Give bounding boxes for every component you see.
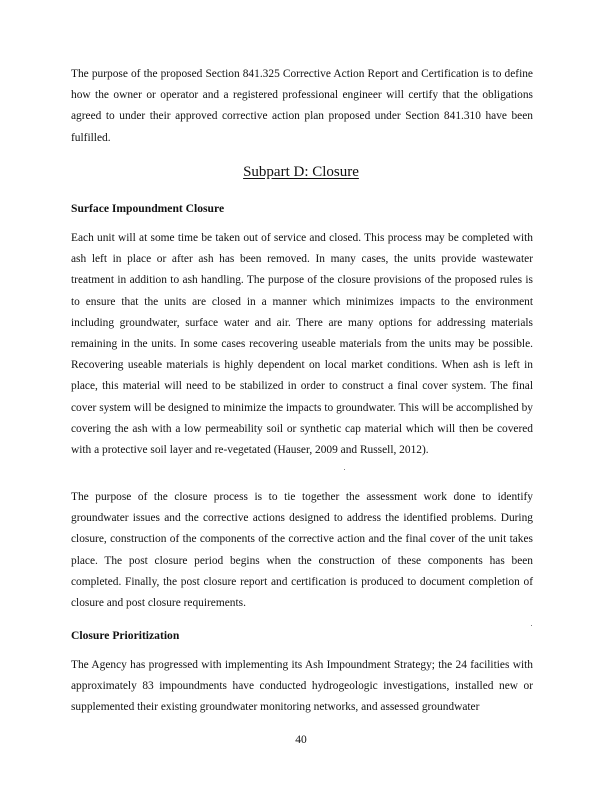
prioritization-paragraph: The Agency has progressed with implementing its Ash Impoundment Strategy; the 24 facilities with approximately 83 impoundments have conducted hydrogeologic investigations, installed new or supplemented their existing groundwater monitoring networks, and assessed groundwater: [71, 659, 533, 714]
intro-paragraph: The purpose of the proposed Section 841.325 Corrective Action Report and Certification is to define how the owner or operator and a registered professional engineer will certify that the obligations agreed to under their approved corrective action plan proposed under Section 841.310 have been fulfilled.: [71, 68, 533, 144]
surface-paragraph-1: Each unit will at some time be taken out of service and closed. This process may be completed with ash left in place or after ash has been removed. In many cases, the units provide wastewater treatment in addition to ash handling. The purpose of the closure provisions of the proposed rules is to ensure that the units are closed in a manner which minimizes impacts to the environment including groundwater, surface water and air. There are many options for addressing materials remaining in the units. In some cases recovering useable materials from the units may be possible. Recovering useable materials is highly dependent on local market conditions. When ash is left in place, this material will need to be stabilized in order to construct a final cover system. The final cover system will be designed to minimize the impacts to groundwater. This will be accomplished by covering the ash with a low permeability soil or synthetic cap material which will then be covered with a protective soil layer and re-vegetated (Hauser, 2009 and Russell, 2012).: [71, 232, 533, 457]
surface-paragraph-2: The purpose of the closure process is to tie together the assessment work done to identify groundwater issues and the corrective actions designed to address the identified problems. During closure, construction of the components of the corrective action and the final cover of the unit takes place. The post closure period begins when the construction of these components has been completed. Finally, the post closure report and certification is produced to document completion of closure and post closure requirements.: [71, 491, 533, 610]
page-number: 40: [295, 734, 307, 746]
section-title: [0, 164, 602, 181]
scan-speck: [344, 469, 345, 470]
scan-speck: [531, 625, 532, 626]
surface-impoundment-heading: Surface Impoundment Closure: [71, 202, 225, 215]
section-title-text: Subpart D: Closure: [243, 164, 359, 180]
closure-prioritization-heading: Closure Prioritization: [71, 629, 180, 642]
